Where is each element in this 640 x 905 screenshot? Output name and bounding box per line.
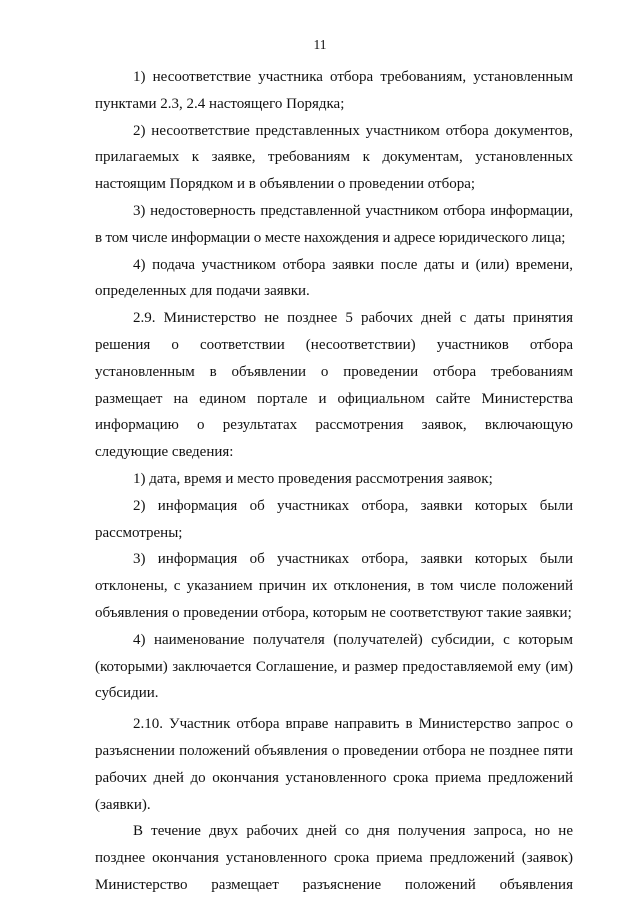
paragraph-2: 2) несоответствие представленных участником отбора документов, прилагаемых к заявке, требованиям к документам, установленных настоящим Порядком и в объявлении о проведении отбора; xyxy=(95,122,573,193)
paragraph-2-9: 2.9. Министерство не позднее 5 рабочих дней с даты принятия решения о соответствии (несоответствии) участников отбора установленным в объявлении о проведении отбора требованиям размещает на едином портале и официальном сайте Министерства информацию о результатах рассмотрения заявок, включающую следующие сведения: xyxy=(95,310,573,461)
paragraph-3: 3) недостоверность представленной участником отбора информации, в том числе информации о месте нахождения и адресе юридического лица; xyxy=(95,202,573,246)
paragraph-2-9-item-1: 1) дата, время и место проведения рассмотрения заявок; xyxy=(133,470,493,487)
document-body xyxy=(95,64,573,899)
paragraph-clarification: В течение двух рабочих дней со дня получения запроса, но не позднее окончания установленного срока приема предложений (заявок) Министерство размещает разъяснение положений объявления xyxy=(95,823,573,893)
page-number: 11 xyxy=(313,37,327,52)
paragraph-2-9-item-2: 2) информация об участниках отбора, заявки которых были рассмотрены; xyxy=(95,497,573,541)
paragraph-2-9-item-3: 3) информация об участниках отбора, заявки которых были отклонены, с указанием причин их отклонения, в том числе положений объявления о проведении отбора, которым не соответствуют такие заявки; xyxy=(95,551,573,621)
paragraph-2-9-item-4: 4) наименование получателя (получателей) субсидии, с которым (которыми) заключается Соглашение, и размер предоставляемой ему (им) субсидии. xyxy=(95,631,573,702)
paragraph-1: 1) несоответствие участника отбора требованиям, установленным пунктами 2.3, 2.4 настоящего Порядка; xyxy=(95,69,573,112)
paragraph-4: 4) подача участником отбора заявки после даты и (или) времени, определенных для подачи заявки. xyxy=(95,256,573,300)
paragraph-2-10: 2.10. Участник отбора вправе направить в Министерство запрос о разъяснении положений объявления о проведении отбора не позднее пяти рабочих дней до окончания установленного срока приема предложений (заявки). xyxy=(95,716,573,813)
